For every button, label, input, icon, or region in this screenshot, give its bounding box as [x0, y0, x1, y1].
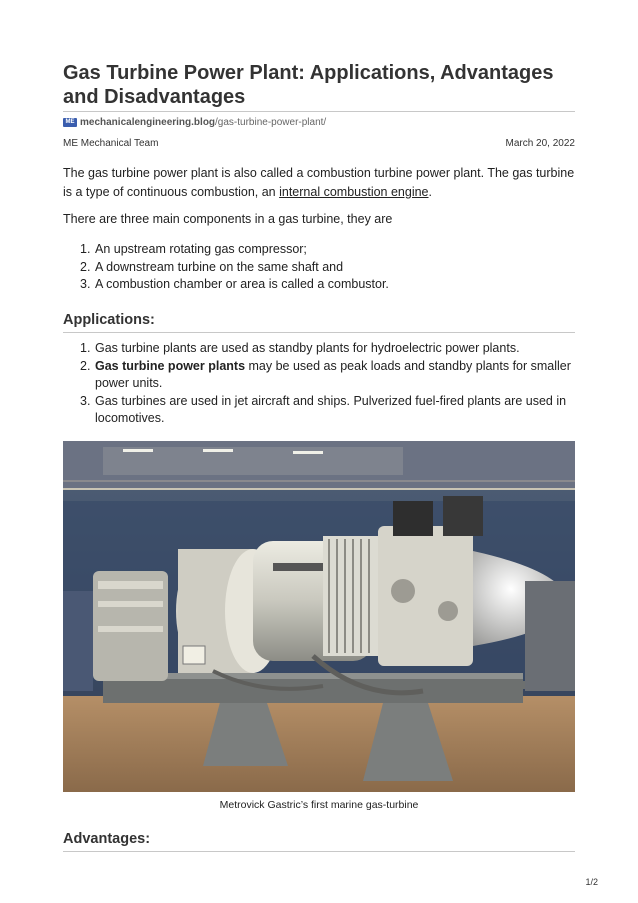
- internal-combustion-link[interactable]: internal combustion engine: [279, 185, 429, 199]
- page-number: 1/2: [585, 877, 598, 887]
- title-divider: [63, 111, 575, 112]
- applications-list: [63, 340, 575, 428]
- applications-heading: Applications:: [63, 312, 155, 328]
- image-caption: Metrovick Gastric’s first marine gas-turbine: [219, 799, 419, 811]
- applications-divider: [63, 332, 575, 333]
- source-path: /gas-turbine-power-plant/: [215, 117, 327, 128]
- page-title: Gas Turbine Power Plant: Applications, Advantages and Disadvantages: [63, 62, 554, 108]
- list-item: 3. Gas turbines are used in jet aircraft and ships. Pulverized fuel-fired plants are used in locomotives.: [80, 393, 567, 425]
- source-domain: mechanicalengineering.blog: [80, 117, 216, 128]
- list-item: 1. Gas turbine plants are used as standby plants for hydroelectric power plants.: [80, 341, 520, 355]
- intro-paragraph: [63, 164, 575, 202]
- intro-text: The gas turbine power plant is also called a combustion turbine power plant. The gas turbine is a type of continuous combustion, an: [63, 166, 575, 199]
- byline: [63, 138, 575, 149]
- source-line: [63, 117, 326, 128]
- site-logo-icon: ME: [63, 118, 77, 127]
- advantages-divider: [63, 851, 575, 852]
- advantages-heading: Advantages:: [63, 831, 151, 847]
- list-item: 3. A combustion chamber or area is called a combustor.: [80, 277, 389, 291]
- intro-end: .: [428, 185, 432, 199]
- list-item: 2. A downstream turbine on the same shaft and: [80, 259, 344, 274]
- components-list: [63, 241, 575, 294]
- list-item: 1. An upstream rotating gas compressor;: [80, 242, 307, 256]
- components-intro: There are three main components in a gas turbine, they are: [63, 212, 393, 226]
- author: ME Mechanical Team: [63, 138, 159, 149]
- gas-turbine-photo: [63, 441, 575, 792]
- list-item: 2. Gas turbine power plants may be used as peak loads and standby plants for smaller power units.: [80, 358, 571, 390]
- source-url[interactable]: [80, 117, 326, 128]
- publish-date: March 20, 2022: [505, 138, 575, 149]
